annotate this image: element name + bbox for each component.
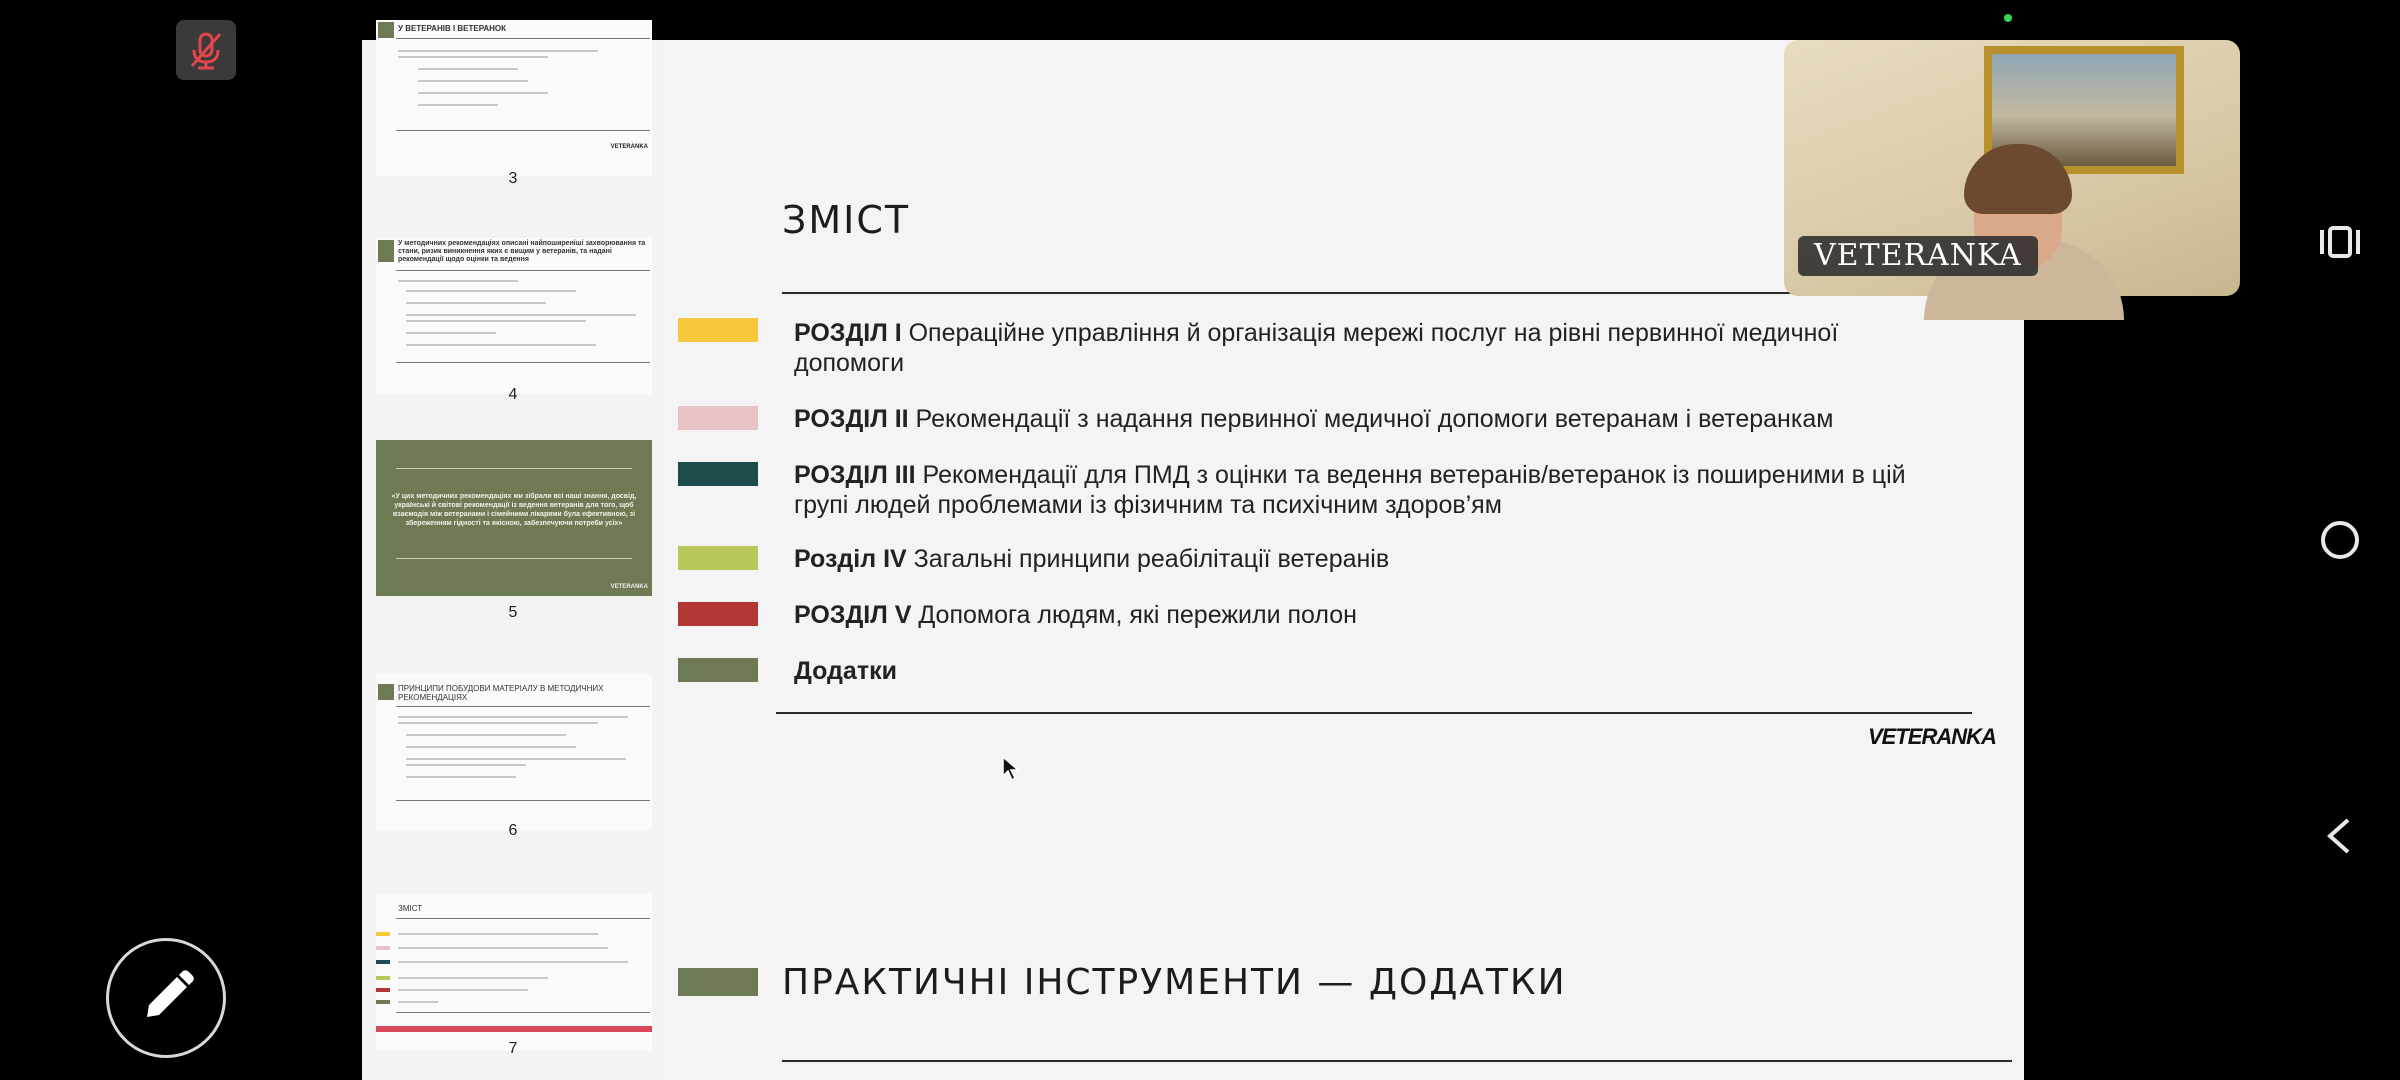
section-2-text: Рекомендації з надання первинної медичної допомоги ветеранам і ветеранкам [915, 405, 1834, 433]
slide-thumbnail-3[interactable] [376, 20, 652, 176]
section-3-swatch [678, 462, 758, 486]
current-slide-indicator [376, 1026, 652, 1032]
slide-title: ЗМІСТ [782, 198, 911, 242]
section-4[interactable] [794, 544, 1934, 574]
thumbnail-logo: VETERANKA [610, 584, 648, 590]
section-2[interactable] [794, 404, 1934, 434]
thumbnail-page-number: 5 [508, 604, 518, 621]
thumbnail-quote: «У цих методичних рекомендаціях ми зібрали всі наші знання, досвід, українські й світові рекомендації із ведення ветеранів для того, щоб взаємодія між ветеранами і сімейними лікарями була ефективною, зі збереженням гідності та якісною, забезпечуючи потреби усіх» [391, 493, 637, 527]
participant-name-tag: VETERANKA [1798, 236, 2038, 276]
thumbnail-page-number: 6 [508, 822, 518, 839]
appendix-swatch [678, 658, 758, 682]
section-1-text: Операційне управління й організація мережі послуг на рівні первинної медичної допомоги [794, 319, 1839, 377]
section-3-text: Рекомендації для ПМД з оцінки та ведення ветеранів/ветеранок із поширеними в цій групі людей проблемами із фізичним та психічним здоров’ям [794, 461, 1906, 519]
veteranka-logo: VETERANKA [1868, 724, 1996, 749]
section-3-label: РОЗДІЛ III [794, 461, 916, 489]
next-slide-title: ПРАКТИЧНІ ІНСТРУМЕНТИ — ДОДАТКИ [782, 962, 1567, 1003]
thumbnail-title: У ВЕТЕРАНІВ І ВЕТЕРАНОК [398, 24, 507, 33]
slide-thumbnail-6[interactable] [376, 674, 652, 830]
section-5[interactable] [794, 600, 1934, 630]
slide-thumbnail-4[interactable] [376, 238, 652, 394]
section-3[interactable] [794, 460, 1934, 520]
section-1-swatch [678, 318, 758, 342]
thumbnail-logo: VETERANKA [610, 144, 648, 150]
section-4-label: Розділ IV [794, 545, 907, 573]
section-2-label: РОЗДІЛ II [794, 405, 909, 433]
thumbnail-page-number: 7 [508, 1040, 518, 1057]
section-5-text: Допомога людям, які пережили полон [918, 601, 1357, 629]
home-icon[interactable] [2310, 510, 2370, 570]
section-1[interactable] [794, 318, 1934, 378]
slide-thumbnail-panel[interactable] [362, 24, 664, 1080]
section-4-swatch [678, 546, 758, 570]
participant-video-tile[interactable] [1784, 40, 2240, 296]
section-4-text: Загальні принципи реабілітації ветеранів [913, 545, 1390, 573]
pencil-icon[interactable] [106, 938, 226, 1058]
next-slide-swatch [678, 968, 758, 996]
section-5-swatch [678, 602, 758, 626]
section-2-swatch [678, 406, 758, 430]
appendix-label: Додатки [794, 657, 897, 685]
section-5-label: РОЗДІЛ V [794, 601, 912, 629]
thumbnail-page-number: 3 [508, 170, 518, 187]
next-slide-rule [782, 1060, 2012, 1062]
thumbnail-title: ЗМІСТ [398, 904, 423, 913]
section-1-label: РОЗДІЛ I [794, 319, 902, 347]
appendix-item[interactable] [794, 656, 1934, 686]
thumbnail-page-number: 4 [508, 386, 518, 403]
slide-thumbnail-5[interactable] [376, 440, 652, 596]
back-icon[interactable] [2310, 806, 2370, 866]
recent-apps-icon[interactable] [2310, 212, 2370, 272]
system-navigation-bar [2280, 0, 2400, 1080]
mic-muted-icon[interactable] [176, 20, 236, 80]
camera-indicator-dot [2004, 14, 2012, 22]
content-rule [776, 712, 1972, 714]
thumbnail-title: У методичних рекомендаціях описані найпоширеніші захворювання та стани, ризик виникнення яких є вищим у ветеранів, та надані рекомендації щодо оцінки та ведення [398, 240, 646, 263]
thumbnail-title: ПРИНЦИПИ ПОБУДОВИ МАТЕРІАЛУ В МЕТОДИЧНИХ РЕКОМЕНДАЦІЯХ [398, 684, 604, 702]
slide-thumbnail-7[interactable] [376, 894, 652, 1050]
